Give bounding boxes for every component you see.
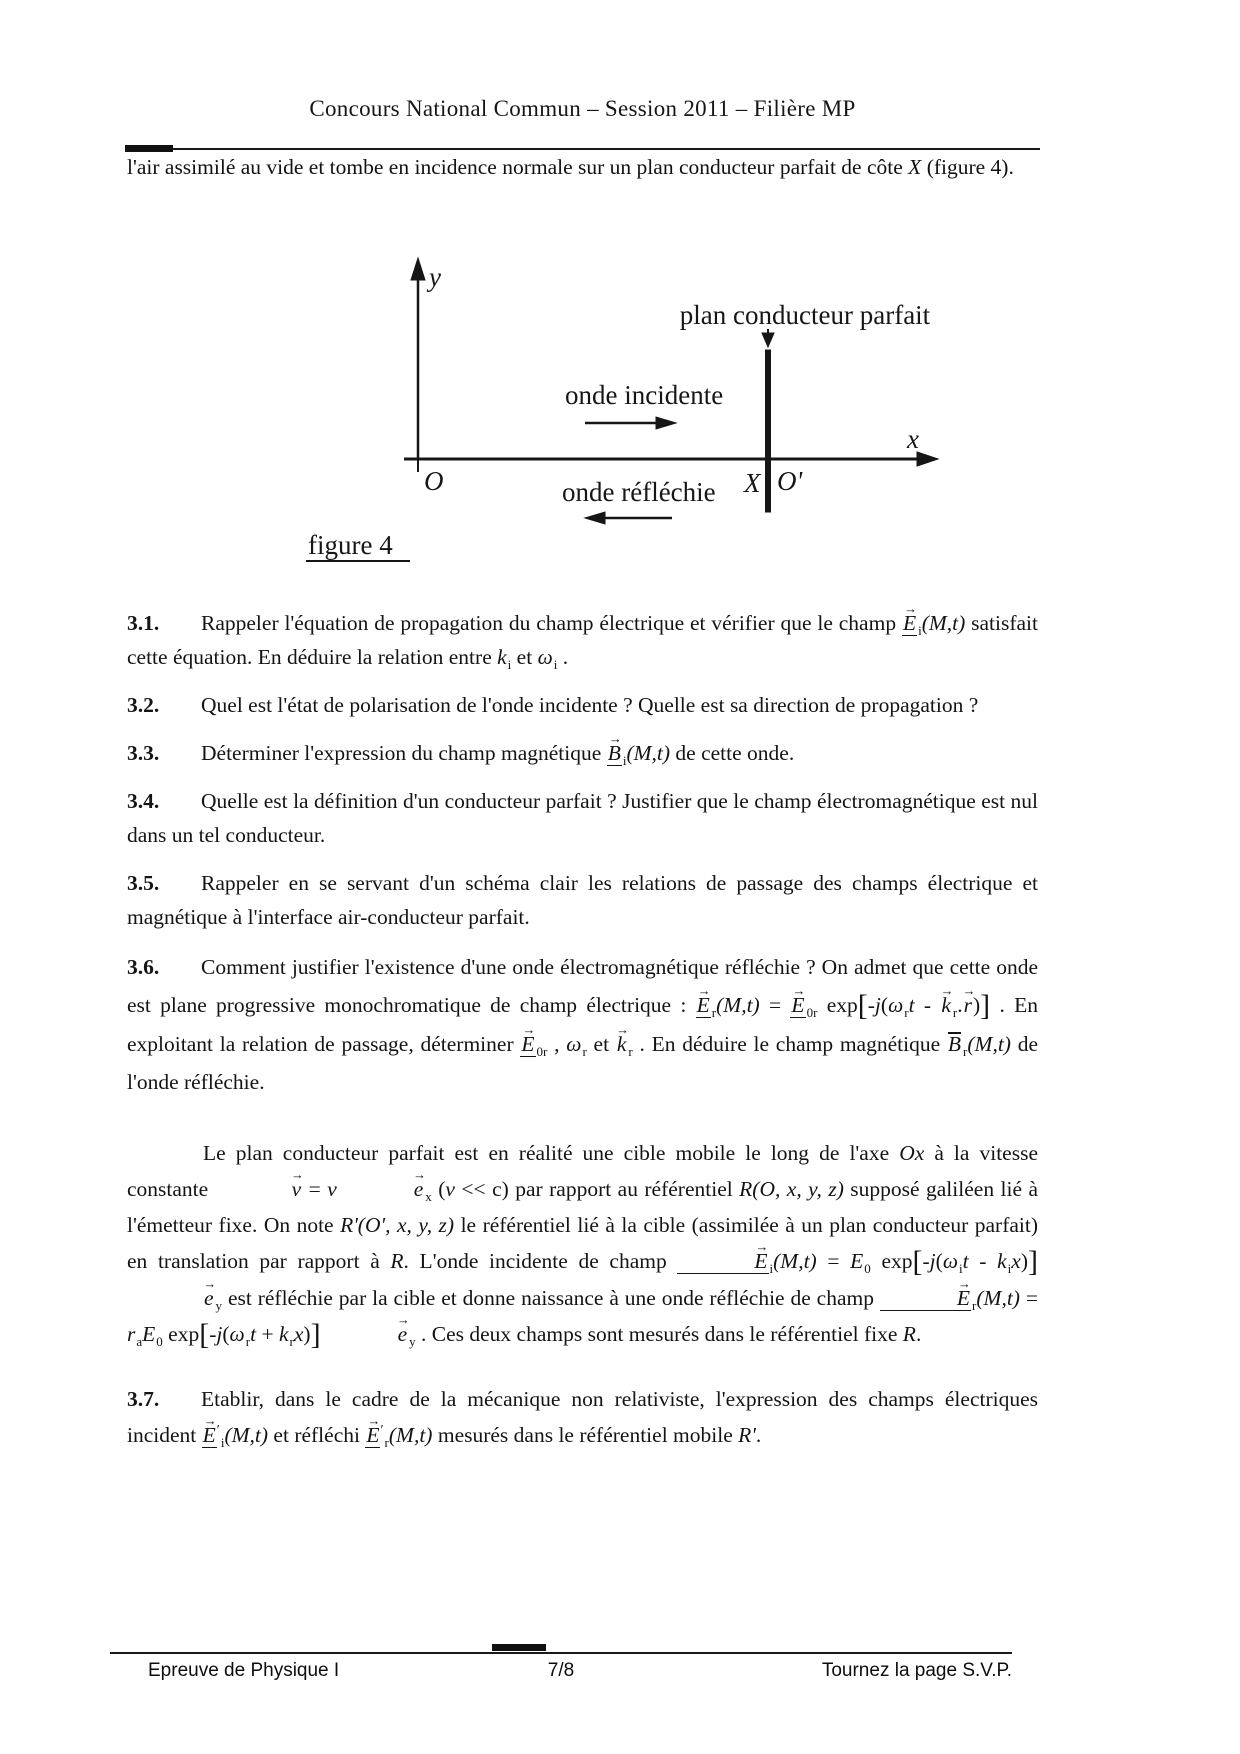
footer-turn-page-note: Tournez la page S.V.P. [821, 1660, 1012, 1681]
footer [110, 1660, 1012, 1682]
incident-wave-arrowhead [656, 417, 676, 429]
question-number: 3.2. [127, 693, 160, 717]
scan-artifact-footer [492, 1644, 546, 1651]
figure-caption: figure 4 [308, 530, 393, 560]
question-3-3: 3.3. Déterminer l'expression du champ magnétique B → $_i$(M,t) de cette onde. [127, 736, 1038, 770]
incident-wave-label: onde incidente [565, 380, 724, 410]
questions-section [127, 606, 1038, 1467]
question-3-4: 3.4. Quelle est la définition d'un conducteur parfait ? Justifier que le champ électromagnétique est nul dans un tel conducteur. [127, 784, 1038, 852]
x-axis-label: x [907, 424, 919, 454]
x-axis-arrowhead [917, 452, 938, 466]
origin-prime-label: O' [777, 466, 803, 496]
footer-rule [110, 1652, 1012, 1654]
figure-4-diagram [300, 238, 960, 573]
question-3-5: 3.5. Rappeler en se servant d'un schéma clair les relations de passage des champs électrique et magnétique à l'interface air-conducteur parfait. [127, 866, 1038, 934]
conductor-pointer-arrowhead [762, 333, 774, 347]
y-axis-arrowhead [411, 258, 425, 280]
origin-label: O [424, 466, 444, 496]
reflected-wave-label: onde réfléchie [562, 477, 716, 507]
question-number: 3.5. [127, 871, 160, 895]
question-3-6: 3.6. Comment justifier l'existence d'une onde électromagnétique réfléchie ? On admet que cette onde est plane progressive monochromatique de champ électrique : E → $_r$(M,t) = E → $_{0r}$ $\exp[-j(\omega_rt - k \to _r.r$ →)] . En exploitant la relation de passage, déterminer E → $_{0r}$ , $\omega_r$ et k → $_r$ . En déduire le champ magnétique B $_r$(M,t) de l'onde réfléchie. [127, 948, 1038, 1101]
conductor-plane-line [766, 350, 771, 512]
question-3-2: 3.2. Quel est l'état de polarisation de l'onde incidente ? Quelle est sa direction de propagation ? [127, 688, 1038, 722]
question-number: 3.3. [127, 741, 160, 765]
page-title: Concours National Commun – Session 2011 – Filière MP [309, 96, 856, 121]
footer-exam-title: Epreuve de Physique I [148, 1660, 340, 1681]
conductor-plane-label: plan conducteur parfait [679, 300, 931, 330]
abscissa-label: X [744, 468, 761, 498]
reflected-wave-arrowhead [585, 512, 605, 524]
question-number: 3.6. [127, 955, 160, 979]
question-number: 3.4. [127, 789, 160, 813]
y-axis-label: y [429, 262, 441, 292]
paragraph-mobile-target: Le plan conducteur parfait est en réalité une cible mobile le long de l'axe Ox à la vitesse constante v → = v e → $_x$ (v << c) par rapport au référentiel R(O, x, y, z) supposé galiléen lié à l'émetteur fixe. On note R'(O', x, y, z) le référentiel lié à la cible (assimilée à un plan conducteur parfait) en translation par rapport à R. L'onde incidente de champ $E \to _i(M,t) = E_0$ $\exp[-j(\omega_it - k_ix)]e \to _y$ est réfléchie par la cible et donne naissance à une onde réfléchie de champ $E \to _r(M,t) = r_aE_0$ $\exp[-j(\omega_rt + k_rx)] e \to _y$ . Ces deux champs sont mesurés dans le référentiel fixe R. [127, 1135, 1038, 1353]
question-number: 3.7. [127, 1387, 160, 1411]
question-3-1: 3.1. Rappeler l'équation de propagation du champ électrique et vérifier que le champ E → $_i$(M,t) satisfait cette équation. En déduire la relation entre $k_i$ et $\omega_i$ . [127, 606, 1038, 674]
intro-paragraph: l'air assimilé au vide et tombe en incidence normale sur un plan conducteur parfait de côte X (figure 4). [127, 155, 1014, 179]
question-number: 3.1. [127, 611, 160, 635]
question-3-7: 3.7. Etablir, dans le cadre de la mécanique non relativiste, l'expression des champs électriques incident $E \to'_i(M,t)$ et réfléchi $E \to'_r(M,t)$ mesurés dans le référentiel mobile R'. [127, 1381, 1038, 1453]
footer-page-number: 7/8 [547, 1660, 575, 1681]
